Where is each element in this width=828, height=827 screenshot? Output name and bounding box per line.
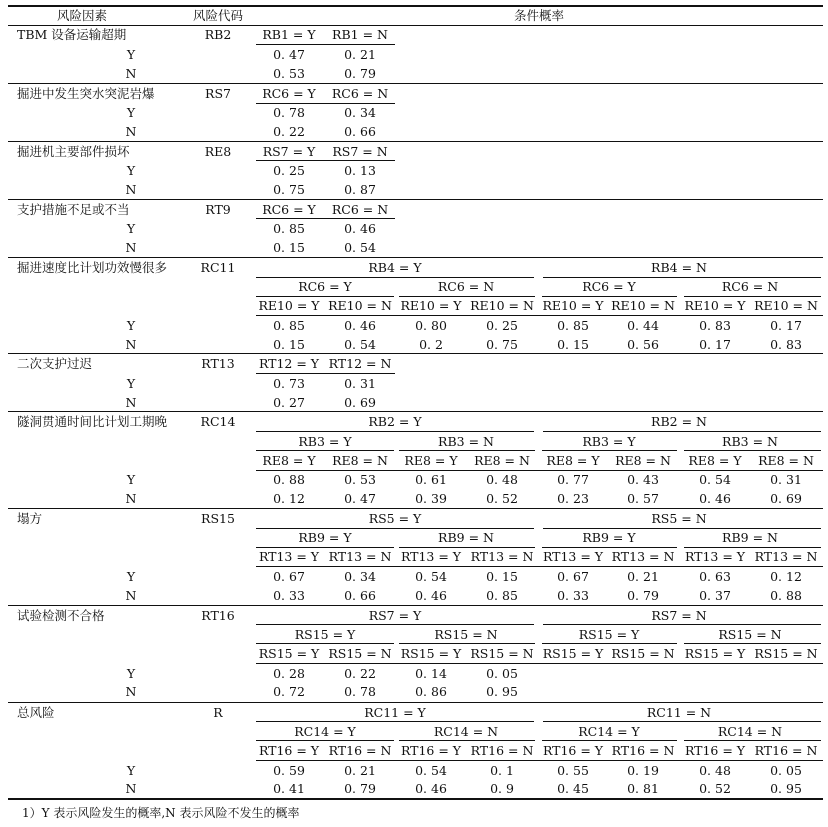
- prob-value: 0. 05: [486, 666, 518, 681]
- prob-value: 0. 25: [486, 318, 518, 333]
- prob-value: 0. 34: [344, 569, 376, 584]
- prob-value: 0. 17: [770, 318, 802, 333]
- prob-value: 0. 69: [344, 395, 376, 410]
- condition-l3: RE8 = Y: [688, 453, 742, 468]
- top-rule: [8, 5, 823, 7]
- condition-label: RB1 = N: [332, 27, 388, 42]
- prob-value: 0. 87: [344, 182, 376, 197]
- condition-l3: RT16 = Y: [258, 743, 320, 758]
- condition-l3: RE10 = N: [754, 298, 818, 313]
- prob-value: 0. 86: [415, 684, 447, 699]
- prob-value: 0. 34: [344, 105, 376, 120]
- condition-l3: RT13 = Y: [542, 549, 604, 564]
- condition-label: RC6 = N: [331, 86, 389, 101]
- prob-value: 0. 21: [344, 763, 376, 778]
- y-label: Y: [126, 763, 136, 778]
- prob-value: 0. 22: [273, 124, 305, 139]
- y-label: Y: [126, 569, 136, 584]
- prob-value: 0. 46: [344, 318, 376, 333]
- condition-label: RC6 = N: [331, 202, 389, 217]
- header-factor: 风险因素: [56, 8, 108, 23]
- prob-value: 0. 37: [699, 588, 731, 603]
- prob-value: 0. 53: [273, 66, 305, 81]
- prob-value: 0. 73: [273, 376, 305, 391]
- n-label: N: [125, 781, 137, 796]
- prob-value: 0. 61: [415, 472, 447, 487]
- condition-l3: RE8 = Y: [404, 453, 458, 468]
- condition-label: RT12 = N: [328, 356, 392, 371]
- condition-rule: [256, 315, 823, 316]
- n-label: N: [125, 240, 137, 255]
- row-rule: [8, 141, 823, 142]
- prob-value: 0. 31: [770, 472, 802, 487]
- prob-value: 0. 48: [699, 763, 731, 778]
- prob-value: 0. 21: [344, 47, 376, 62]
- condition-l2: RB9 = Y: [298, 530, 352, 545]
- prob-value: 0. 48: [486, 472, 518, 487]
- prob-value: 0. 88: [273, 472, 305, 487]
- prob-value: 0. 77: [557, 472, 589, 487]
- condition-l2: RB3 = N: [438, 434, 494, 449]
- condition-l3: RE8 = N: [758, 453, 814, 468]
- factor-name: 塌方: [17, 511, 43, 526]
- prob-value: 0. 54: [344, 240, 376, 255]
- condition-l3: RE10 = N: [611, 298, 675, 313]
- prob-value: 0. 52: [486, 491, 518, 506]
- condition-l3: RE8 = N: [332, 453, 388, 468]
- factor-code: RB2: [204, 27, 232, 42]
- condition-l1: RB4 = N: [651, 260, 707, 275]
- prob-value: 0. 55: [557, 763, 589, 778]
- condition-l3: RT16 = Y: [542, 743, 604, 758]
- condition-label: RT12 = Y: [258, 356, 320, 371]
- prob-value: 0. 28: [273, 666, 305, 681]
- condition-l3: RT13 = N: [754, 549, 818, 564]
- condition-label: RC6 = Y: [262, 202, 316, 217]
- prob-value: 0. 81: [627, 781, 659, 796]
- condition-l3: RT16 = N: [328, 743, 392, 758]
- prob-value: 0. 80: [415, 318, 447, 333]
- condition-l3: RS15 = Y: [684, 646, 746, 661]
- condition-l3: RT13 = N: [328, 549, 392, 564]
- condition-label: RC6 = Y: [262, 86, 316, 101]
- condition-l1: RB4 = Y: [368, 260, 422, 275]
- condition-l3: RS15 = Y: [542, 646, 604, 661]
- prob-value: 0. 79: [344, 781, 376, 796]
- prob-value: 0. 17: [699, 337, 731, 352]
- condition-rule: [256, 470, 823, 471]
- factor-code: RS15: [201, 511, 235, 526]
- prob-value: 0. 15: [557, 337, 589, 352]
- header-code: 风险代码: [192, 8, 244, 23]
- n-label: N: [125, 588, 137, 603]
- n-label: N: [125, 337, 137, 352]
- prob-value: 0. 79: [627, 588, 659, 603]
- factor-name: 试验检测不合格: [17, 608, 105, 623]
- row-rule: [8, 199, 823, 200]
- condition-l1: RB2 = N: [651, 414, 707, 429]
- factor-code: RT13: [201, 356, 235, 371]
- prob-value: 0. 46: [415, 781, 447, 796]
- condition-l2: RS15 = N: [718, 627, 782, 642]
- condition-l3: RE8 = N: [474, 453, 530, 468]
- prob-value: 0. 79: [344, 66, 376, 81]
- footnote: 1）Y 表示风险发生的概率,N 表示风险不发生的概率: [22, 806, 300, 820]
- y-label: Y: [126, 47, 136, 62]
- condition-l2: RB9 = N: [722, 530, 778, 545]
- condition-l1: RS7 = Y: [368, 608, 422, 623]
- y-label: Y: [126, 472, 136, 487]
- prob-value: 0. 45: [557, 781, 589, 796]
- prob-value: 0. 12: [770, 569, 802, 584]
- condition-l1: RS7 = N: [651, 608, 707, 623]
- prob-value: 0. 75: [486, 337, 518, 352]
- condition-l3: RT13 = Y: [258, 549, 320, 564]
- prob-value: 0. 33: [273, 588, 305, 603]
- condition-l2: RB9 = N: [438, 530, 494, 545]
- condition-l2: RC6 = Y: [582, 279, 636, 294]
- y-label: Y: [126, 318, 136, 333]
- prob-value: 0. 67: [557, 569, 589, 584]
- condition-l3: RS15 = N: [470, 646, 534, 661]
- prob-value: 0. 46: [699, 491, 731, 506]
- condition-l3: RE10 = Y: [684, 298, 746, 313]
- header-probability: 条件概率: [513, 8, 565, 23]
- prob-value: 0. 85: [557, 318, 589, 333]
- prob-value: 0. 54: [344, 337, 376, 352]
- prob-value: 0. 63: [699, 569, 731, 584]
- prob-value: 0. 21: [627, 569, 659, 584]
- prob-value: 0. 56: [627, 337, 659, 352]
- prob-value: 0. 75: [273, 182, 305, 197]
- factor-name: TBM 设备运输超期: [17, 27, 127, 42]
- condition-l3: RE10 = N: [470, 298, 534, 313]
- prob-value: 0. 85: [486, 588, 518, 603]
- prob-value: 0. 57: [627, 491, 659, 506]
- prob-value: 0. 41: [273, 781, 305, 796]
- prob-value: 0. 43: [627, 472, 659, 487]
- condition-l3: RT16 = Y: [684, 743, 746, 758]
- row-rule: [8, 353, 823, 354]
- prob-value: 0. 46: [415, 588, 447, 603]
- condition-l3: RT13 = Y: [400, 549, 462, 564]
- condition-l3: RS15 = N: [754, 646, 818, 661]
- prob-value: 0. 69: [770, 491, 802, 506]
- condition-l1: RB2 = Y: [368, 414, 422, 429]
- condition-l3: RE10 = Y: [258, 298, 320, 313]
- prob-value: 0. 12: [273, 491, 305, 506]
- n-label: N: [125, 124, 137, 139]
- prob-value: 0. 22: [344, 666, 376, 681]
- n-label: N: [125, 66, 137, 81]
- prob-value: 0. 83: [770, 337, 802, 352]
- condition-l2: RC6 = N: [721, 279, 779, 294]
- condition-rule: [256, 663, 823, 664]
- prob-value: 0. 54: [415, 763, 447, 778]
- prob-value: 0. 52: [699, 781, 731, 796]
- prob-value: 0. 33: [557, 588, 589, 603]
- condition-label: RS7 = Y: [262, 144, 316, 159]
- condition-l3: RS15 = Y: [400, 646, 462, 661]
- prob-value: 0. 2: [419, 337, 443, 352]
- condition-l2: RC14 = Y: [578, 724, 640, 739]
- prob-value: 0. 54: [415, 569, 447, 584]
- condition-l3: RS15 = N: [328, 646, 392, 661]
- prob-value: 0. 44: [627, 318, 659, 333]
- prob-value: 0. 25: [273, 163, 305, 178]
- factor-code: R: [213, 705, 223, 720]
- factor-name: 掘进机主要部件损坏: [17, 144, 130, 159]
- factor-code: RS7: [205, 86, 231, 101]
- prob-value: 0. 47: [273, 47, 305, 62]
- condition-l3: RT13 = N: [470, 549, 534, 564]
- factor-code: RT9: [205, 202, 231, 217]
- prob-value: 0. 47: [344, 491, 376, 506]
- condition-l1: RS5 = N: [651, 511, 707, 526]
- condition-l3: RE10 = N: [328, 298, 392, 313]
- condition-l3: RS15 = N: [611, 646, 675, 661]
- n-label: N: [125, 182, 137, 197]
- factor-name: 掘进速度比计划功效慢很多: [17, 260, 168, 275]
- condition-rule: [256, 760, 823, 761]
- condition-l1: RS5 = Y: [368, 511, 422, 526]
- prob-value: 0. 27: [273, 395, 305, 410]
- prob-value: 0. 67: [273, 569, 305, 584]
- prob-value: 0. 78: [344, 684, 376, 699]
- factor-code: RC14: [200, 414, 236, 429]
- prob-value: 0. 83: [699, 318, 731, 333]
- condition-l3: RE8 = N: [615, 453, 671, 468]
- condition-l3: RS15 = Y: [258, 646, 320, 661]
- factor-name: 隧洞贯通时间比计划工期晚: [17, 414, 168, 429]
- prob-value: 0. 1: [490, 763, 514, 778]
- y-label: Y: [126, 221, 136, 236]
- condition-l3: RT13 = Y: [684, 549, 746, 564]
- condition-l3: RT16 = N: [611, 743, 675, 758]
- condition-l2: RB9 = Y: [582, 530, 636, 545]
- prob-value: 0. 39: [415, 491, 447, 506]
- n-label: N: [125, 684, 137, 699]
- prob-value: 0. 78: [273, 105, 305, 120]
- prob-value: 0. 9: [490, 781, 514, 796]
- condition-l1: RC11 = Y: [364, 705, 426, 720]
- factor-name: 总风险: [17, 705, 55, 720]
- condition-l3: RE10 = Y: [542, 298, 604, 313]
- condition-l2: RC14 = N: [717, 724, 783, 739]
- y-label: Y: [126, 105, 136, 120]
- prob-value: 0. 95: [486, 684, 518, 699]
- prob-value: 0. 13: [344, 163, 376, 178]
- condition-l2: RB3 = Y: [582, 434, 636, 449]
- prob-value: 0. 19: [627, 763, 659, 778]
- prob-value: 0. 31: [344, 376, 376, 391]
- condition-rule: [256, 566, 823, 567]
- condition-label: RS7 = N: [332, 144, 388, 159]
- factor-name: 二次支护过迟: [17, 356, 93, 371]
- condition-l2: RB3 = N: [722, 434, 778, 449]
- factor-code: RE8: [204, 144, 232, 159]
- prob-value: 0. 46: [344, 221, 376, 236]
- condition-label: RB1 = Y: [262, 27, 316, 42]
- condition-l2: RC6 = N: [437, 279, 495, 294]
- factor-code: RC11: [200, 260, 236, 275]
- prob-value: 0. 85: [273, 318, 305, 333]
- prob-value: 0. 53: [344, 472, 376, 487]
- condition-l1: RC11 = N: [646, 705, 712, 720]
- factor-name: 支护措施不足或不当: [17, 202, 130, 217]
- prob-value: 0. 66: [344, 124, 376, 139]
- condition-l2: RC6 = Y: [298, 279, 352, 294]
- y-label: Y: [126, 376, 136, 391]
- condition-l2: RC14 = Y: [294, 724, 356, 739]
- condition-l2: RC14 = N: [433, 724, 499, 739]
- condition-l3: RT13 = N: [611, 549, 675, 564]
- prob-value: 0. 23: [557, 491, 589, 506]
- prob-value: 0. 95: [770, 781, 802, 796]
- condition-l2: RS15 = Y: [578, 627, 640, 642]
- condition-l3: RT16 = N: [470, 743, 534, 758]
- prob-value: 0. 59: [273, 763, 305, 778]
- condition-l2: RB3 = Y: [298, 434, 352, 449]
- prob-value: 0. 72: [273, 684, 305, 699]
- prob-value: 0. 05: [770, 763, 802, 778]
- condition-l2: RS15 = N: [434, 627, 498, 642]
- prob-value: 0. 15: [273, 337, 305, 352]
- condition-l3: RE10 = Y: [400, 298, 462, 313]
- n-label: N: [125, 491, 137, 506]
- header-rule: [8, 25, 823, 26]
- prob-value: 0. 14: [415, 666, 447, 681]
- factor-code: RT16: [201, 608, 235, 623]
- prob-value: 0. 85: [273, 221, 305, 236]
- prob-value: 0. 88: [770, 588, 802, 603]
- prob-value: 0. 54: [699, 472, 731, 487]
- condition-l3: RE8 = Y: [262, 453, 316, 468]
- prob-value: 0. 15: [486, 569, 518, 584]
- y-label: Y: [126, 163, 136, 178]
- factor-name: 掘进中发生突水突泥岩爆: [17, 86, 155, 101]
- prob-value: 0. 66: [344, 588, 376, 603]
- n-label: N: [125, 395, 137, 410]
- y-label: Y: [126, 666, 136, 681]
- condition-l2: RS15 = Y: [294, 627, 356, 642]
- bottom-rule: [8, 798, 823, 800]
- condition-l3: RE8 = Y: [546, 453, 600, 468]
- condition-l3: RT16 = Y: [400, 743, 462, 758]
- condition-l3: RT16 = N: [754, 743, 818, 758]
- prob-value: 0. 15: [273, 240, 305, 255]
